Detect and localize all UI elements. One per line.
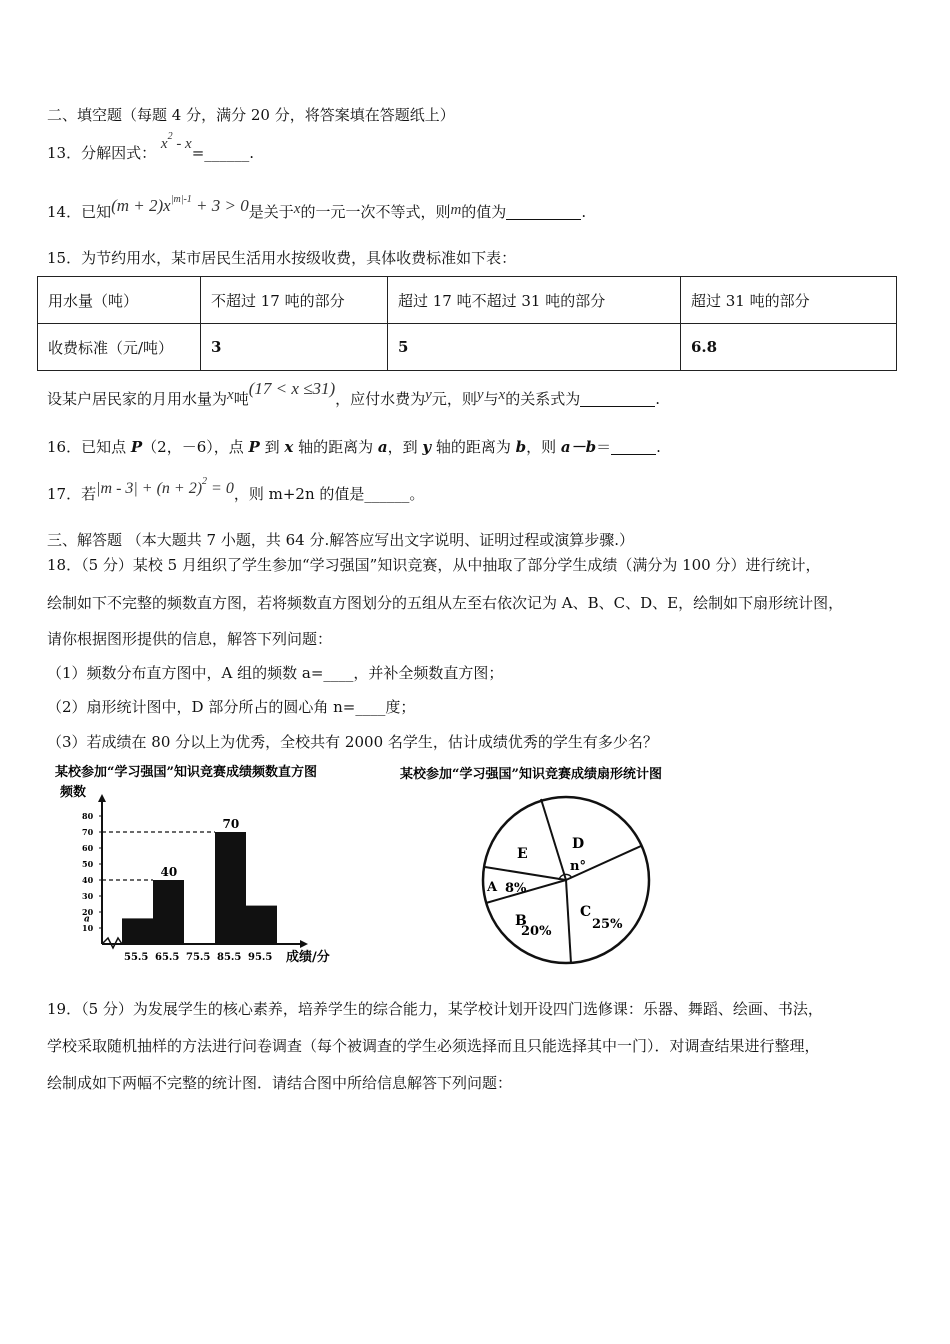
- math-expression: $(m + 2)x^{|m|-1} + 3 > 0$: [111, 194, 249, 215]
- slice-value-b: 20%: [521, 924, 552, 939]
- bar-data-label: 70: [222, 817, 240, 831]
- question-text: 分解因式：: [81, 144, 157, 162]
- question-19-line3: 绘制成如下两幅不完整的统计图．请结合图中所给信息解答下列问题：: [47, 1074, 513, 1092]
- question-text: 吨: [233, 390, 249, 408]
- question-text: 元，则: [431, 390, 477, 408]
- answer-blank: [580, 392, 655, 407]
- math-variable: y: [476, 387, 484, 403]
- question-18-sub1: （1）频数分布直方图中，A 组的频数 a=____，并补全频数直方图；: [47, 664, 504, 682]
- table-cell: 3: [201, 324, 388, 371]
- answer-blank: [611, 440, 656, 455]
- y-tick-label: 50: [82, 859, 94, 869]
- pie-divider: [485, 867, 566, 880]
- math-expression: $|m - 3| + (n + 2)^2 = 0$: [96, 476, 234, 497]
- bar-data-label: 40: [160, 865, 178, 879]
- pie-chart: [395, 760, 715, 970]
- pie-title: 某校参加“学习强国”知识竞赛成绩扇形统计图: [400, 767, 662, 782]
- question-text: ，则 m+2n 的值是______。: [233, 485, 425, 503]
- fee-table: [37, 276, 897, 371]
- question-text: 已知点: [81, 438, 131, 456]
- frequency-histogram: [50, 760, 380, 970]
- histogram-bars: [102, 817, 277, 944]
- y-tick-label: 60: [82, 843, 94, 853]
- question-text: （2，－6），点: [142, 438, 249, 456]
- x-tick-label: 85.5: [217, 952, 242, 963]
- question-19-line2: 学校采取随机抽样的方法进行问卷调查（每个被调查的学生必须选择而且只能选择其中一门）．对调查结果进行整理，: [47, 1037, 820, 1055]
- question-18-sub3: （3）若成绩在 80 分以上为优秀，全校共有 2000 名学生，估计成绩优秀的学生有多少名？: [47, 733, 658, 751]
- math-variable: m: [450, 202, 462, 218]
- question-text: .: [581, 203, 587, 221]
- question-15-text2: [47, 379, 660, 409]
- table-cell: 收费标准（元/吨）: [38, 324, 201, 371]
- slice-value-c: 25%: [592, 917, 623, 932]
- slice-label-b: B: [515, 913, 527, 929]
- slice-value-a: 8%: [505, 881, 527, 896]
- table-cell: 超过 17 吨不超过 31 吨的部分: [388, 277, 681, 324]
- question-19-line1: 19．（5 分）为发展学生的核心素养，培养学生的综合能力，某学校计划开设四门选修课：乐器、舞蹈、绘画、书法，: [47, 1000, 823, 1018]
- table-cell: 用水量（吨）: [38, 277, 201, 324]
- question-text: 若: [81, 485, 97, 503]
- x-tick-label: 55.5: [124, 952, 149, 963]
- point-label: P: [130, 438, 143, 456]
- question-number: 14．: [47, 203, 82, 221]
- question-number: 15．: [47, 249, 82, 267]
- pie-divider: [541, 799, 566, 880]
- question-text: 的一元一次不等式，则: [300, 203, 451, 221]
- x-tick-label: 95.5: [248, 952, 273, 963]
- slice-label-a: A: [487, 880, 498, 895]
- question-number: 17．: [47, 485, 82, 503]
- slice-label-d: D: [572, 836, 585, 852]
- question-number: 16．: [47, 438, 82, 456]
- math-variable: y: [422, 438, 432, 456]
- y-tick-label: 10: [82, 923, 94, 933]
- question-text: ，到: [387, 438, 423, 456]
- question-14: [47, 194, 587, 222]
- question-18-sub2: （2）扇形统计图中，D 部分所占的圆心角 n=____度；: [47, 698, 416, 716]
- slice-label-c: C: [580, 904, 592, 920]
- y-axis-label: 频数: [60, 785, 87, 800]
- table-cell: 6.8: [681, 324, 897, 371]
- math-variable: y: [425, 387, 432, 403]
- question-text: 设某户居民家的月用水量为: [47, 390, 228, 408]
- y-axis-arrow: [98, 794, 106, 802]
- question-18-line1: 18．（5 分）某校 5 月组织了学生参加“学习强国”知识竞赛，从中抽取了部分学生成绩（满分为 100 分）进行统计，: [47, 556, 821, 574]
- question-text: 轴的距离为: [293, 438, 378, 456]
- y-tick-label: 70: [82, 827, 94, 837]
- question-15: [47, 247, 516, 268]
- math-expression: a－b: [560, 438, 597, 456]
- histogram-bar: [246, 906, 277, 944]
- math-expression: (17 < x ≤31): [248, 379, 336, 398]
- question-17: [47, 476, 425, 504]
- histogram-bar: [153, 880, 184, 944]
- section2-heading: 二、填空题（每题 4 分，满分 20 分，将答案填在答题纸上）: [47, 106, 455, 124]
- math-variable: x: [227, 387, 234, 403]
- question-text: ，则: [526, 438, 561, 456]
- table-cell: 超过 31 吨的部分: [681, 277, 897, 324]
- section3-heading: 三、解答题 （本大题共 7 小题，共 64 分.解答应写出文字说明、证明过程或演算步骤.）: [47, 531, 635, 549]
- slice-label-e: E: [517, 846, 528, 862]
- x-tick-label: 75.5: [186, 952, 211, 963]
- question-text: 到: [259, 438, 285, 456]
- table-row: [38, 277, 897, 324]
- question-text: 轴的距离为: [431, 438, 516, 456]
- question-text: 的关系式为: [505, 390, 581, 408]
- x-tick-label: 65.5: [155, 952, 180, 963]
- question-18-line3: 请你根据图形提供的信息，解答下列问题：: [47, 630, 333, 648]
- histogram-bar: [122, 918, 153, 944]
- question-number: 13．: [47, 144, 82, 162]
- math-variable: a: [377, 438, 388, 456]
- y-tick-label: 30: [82, 891, 94, 901]
- y-tick-label: 40: [82, 875, 94, 885]
- y-tick-label: 80: [82, 811, 94, 821]
- answer-blank: =______.: [191, 144, 255, 162]
- answer-blank: [506, 205, 581, 220]
- y-tick-label: 20: [82, 907, 94, 917]
- x-axis-arrow: [300, 940, 308, 948]
- question-text: 是关于: [248, 203, 294, 221]
- question-16: [47, 436, 661, 457]
- x-axis-label: 成绩/分: [286, 950, 330, 965]
- question-text: 为节约用水，某市居民生活用水按级收费，具体收费标准如下表：: [81, 249, 517, 267]
- point-label: P: [248, 438, 260, 456]
- math-expression: $x^2$ - x: [160, 131, 192, 152]
- table-row: [38, 324, 897, 371]
- table-cell: 不超过 17 吨的部分: [201, 277, 388, 324]
- question-text: 已知: [81, 203, 112, 221]
- math-variable: b: [515, 438, 527, 456]
- question-text: 与: [483, 390, 499, 408]
- table-cell: 5: [388, 324, 681, 371]
- question-text: ，应付水费为: [335, 390, 426, 408]
- math-variable: x: [284, 438, 294, 456]
- slice-value-d: n°: [570, 859, 586, 874]
- pie-divider: [566, 880, 571, 963]
- y-tick-label-a: a: [84, 914, 90, 925]
- question-text: ＝: [596, 438, 612, 456]
- math-variable: x: [498, 387, 506, 403]
- question-13: [47, 131, 255, 163]
- histogram-title: 某校参加“学习强国”知识竞赛成绩频数直方图: [55, 765, 317, 780]
- histogram-bar: [215, 832, 246, 944]
- question-text: .: [655, 390, 660, 408]
- question-text: 的值为: [461, 203, 507, 221]
- question-text: .: [656, 438, 661, 456]
- question-18-line2: 绘制如下不完整的频数直方图，若将频数直方图划分的五组从左至右依次记为 A、B、C、D、E，绘制如下扇形统计图，: [47, 594, 844, 612]
- math-variable: x: [293, 201, 301, 217]
